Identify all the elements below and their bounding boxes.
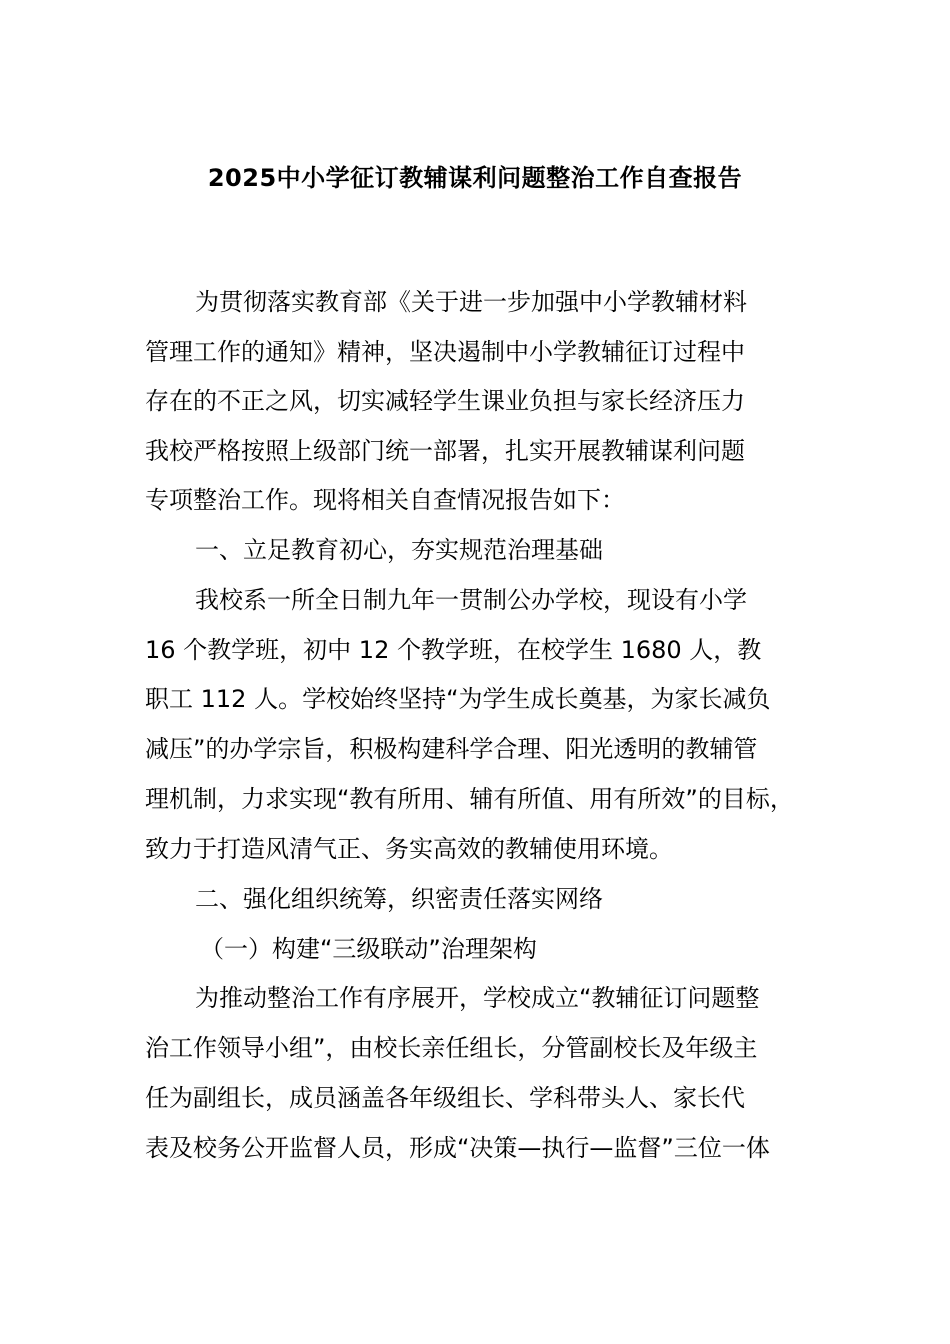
section-heading-1: 一、立足教育初心，夯实规范治理基础 — [195, 536, 603, 564]
body-line: 职工 112 人。学校始终坚持“为学生成长奠基，为家长减负 — [145, 685, 771, 713]
section-heading-2: 二、强化组织统筹，织密责任落实网络 — [195, 885, 603, 913]
document-title: 2025中小学征订教辅谋利问题整治工作自查报告 — [207, 164, 743, 192]
body-line: 为贯彻落实教育部《关于进一步加强中小学教辅材料 — [195, 288, 747, 316]
body-line: 任为副组长，成员涵盖各年级组长、学科带头人、家长代 — [145, 1084, 745, 1112]
body-line: 致力于打造风清气正、务实高效的教辅使用环境。 — [145, 835, 673, 863]
body-line: 存在的不正之风，切实减轻学生课业负担与家长经济压力 — [145, 387, 745, 415]
body-line: 16 个教学班，初中 12 个教学班，在校学生 1680 人，教 — [145, 636, 762, 664]
body-line: 为推动整治工作有序展开，学校成立“教辅征订问题整 — [195, 984, 760, 1012]
body-line: 减压”的办学宗旨，积极构建科学合理、阳光透明的教辅管 — [145, 735, 758, 763]
subsection-heading-1: （一）构建“三级联动”治理架构 — [200, 935, 537, 963]
body-line: 专项整治工作。现将相关自查情况报告如下： — [145, 486, 625, 514]
body-line: 治工作领导小组”，由校长亲任组长，分管副校长及年级主 — [145, 1034, 758, 1062]
body-line: 我校系一所全日制九年一贯制公办学校，现设有小学 — [195, 586, 747, 614]
body-line: 表及校务公开监督人员，形成“决策—执行—监督”三位一体 — [145, 1134, 770, 1162]
body-line: 我校严格按照上级部门统一部署，扎实开展教辅谋利问题 — [145, 437, 745, 465]
body-line: 理机制，力求实现“教有所用、辅有所值、用有所效”的目标， — [145, 785, 794, 813]
body-line: 管理工作的通知》精神，坚决遏制中小学教辅征订过程中 — [145, 338, 745, 366]
